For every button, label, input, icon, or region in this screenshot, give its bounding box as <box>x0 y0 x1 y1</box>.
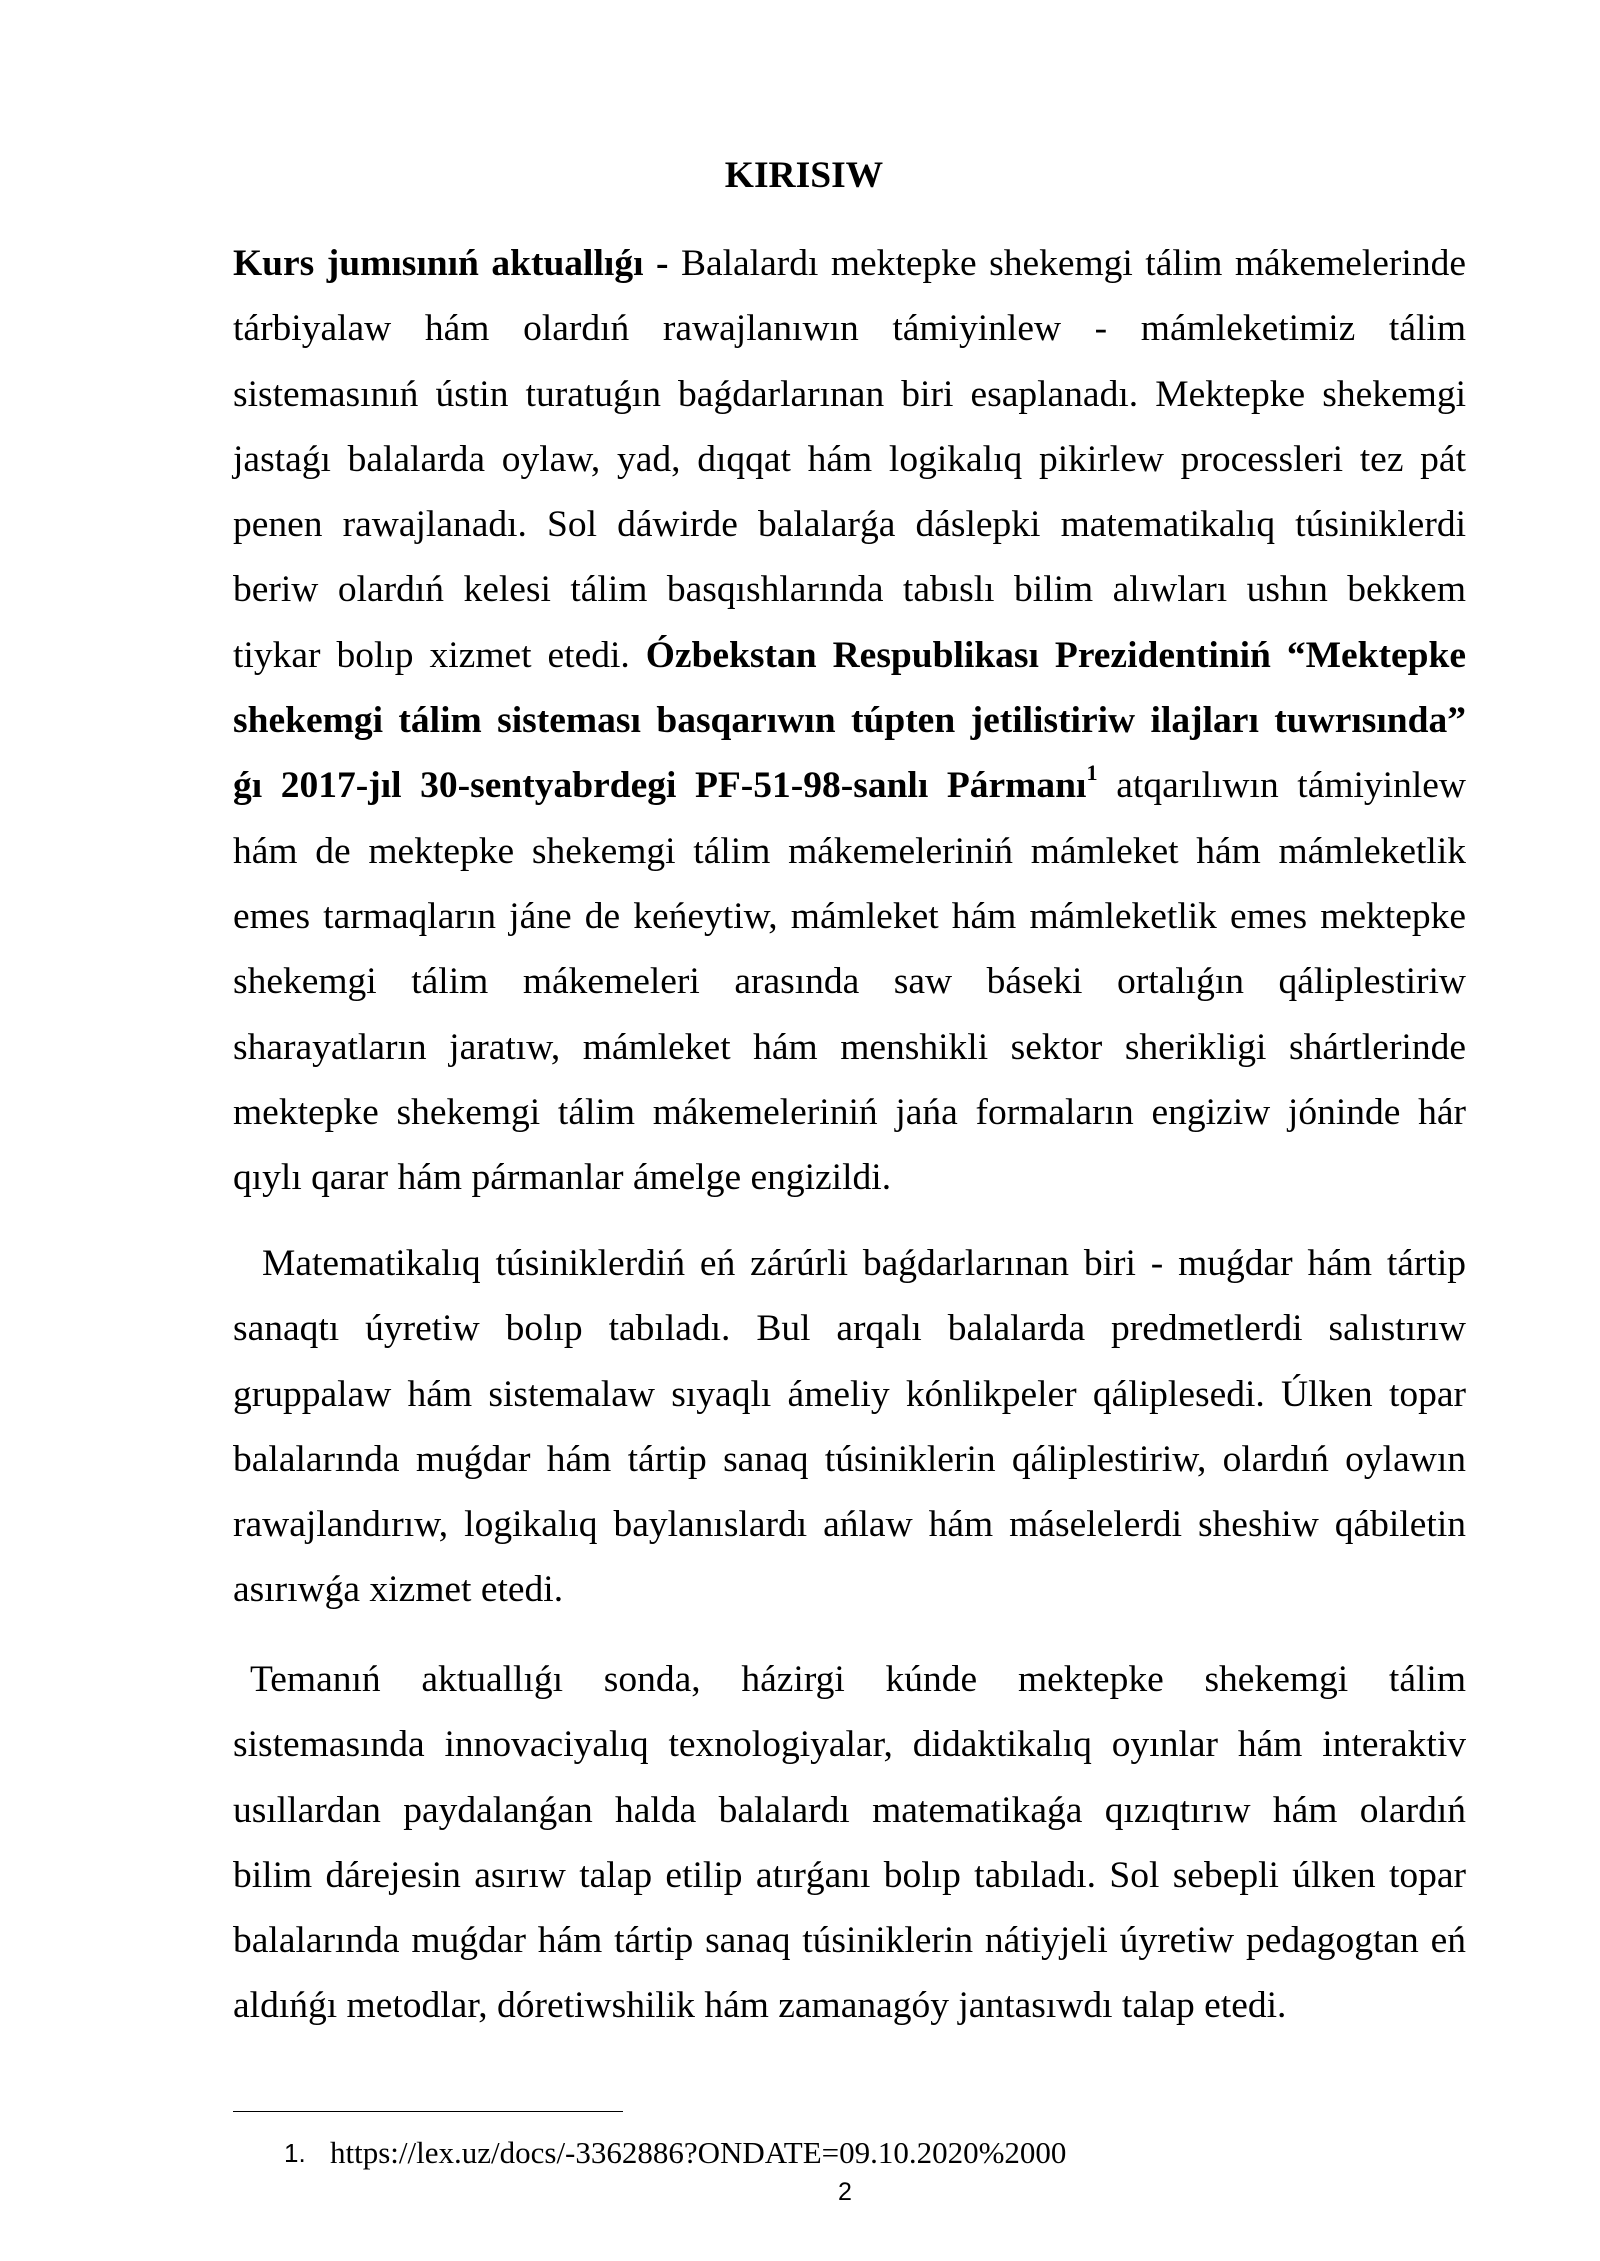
text-line: usıllardan paydalanǵan halda balalardı matematikaǵa qızıqtırıw hám olardıń <box>233 1789 1466 1831</box>
text-line-bold: shekemgi tálim sisteması basqarıwın túpten jetilistiriw ilajları tuwrısında” <box>233 700 1466 742</box>
paragraph-topic-relevance <box>233 1647 1466 2039</box>
text-line: Matematikalıq túsiniklerdiń eń zárúrli baǵdarlarınan biri - muǵdar hám tártip <box>262 1243 1466 1284</box>
text-line: sanaqtı úyretiw bolıp tabıladı. Bul arqalı balalarda predmetlerdi salıstırıw <box>233 1308 1466 1350</box>
footnote-url: https://lex.uz/docs/-3362886?ONDATE=09.10.2020%2000 <box>330 2135 1067 2170</box>
text-line: sistemasında innovaciyalıq texnologiyalar, didaktikalıq oyınlar hám interaktiv <box>233 1724 1466 1766</box>
bold-decree-reference: ǵı 2017-jıl 30-sentyabrdegi PF-51-98-sanlı Pármanı <box>233 765 1087 807</box>
section-heading: KIRISIW <box>724 155 884 196</box>
text-line: emes tarmaqların jáne de keńeytiw, mámleket hám mámleketlik emes mektepke <box>233 895 1466 937</box>
text-line: balalarında muǵdar hám tártip sanaq túsiniklerin nátiyjeli úyretiw pedagogtan eń <box>233 1920 1466 1962</box>
paragraph-course-work-relevance <box>233 231 1466 1210</box>
footnote-separator <box>233 2111 623 2112</box>
text-line: gruppalaw hám sistemalaw sıyaqlı ámeliy kónlikpeler qáliplesedi. Úlken topar <box>233 1373 1466 1415</box>
text-line: beriw olardıń kelesi tálim basqıshlarında tabıslı bilim alıwları ushın bekkem <box>233 569 1466 611</box>
line-text: Balalardı mektepke shekemgi tálim mákemelerinde <box>680 243 1466 284</box>
text-line: aldıńǵı metodlar, dóretiwshilik hám zamanagóy jantasıwdı talap etedi. <box>233 1985 1287 2027</box>
text-line: asırıwǵa xizmet etedi. <box>233 1569 564 1611</box>
text-line: mektepke shekemgi tálim mákemeleriniń jańa formaların engiziw jóninde hár <box>233 1091 1466 1133</box>
text-line: jastaǵı balalarda oylaw, yad, dıqqat hám logikalıq pikirlew processleri tez pát <box>233 438 1466 480</box>
bold-lead-phrase: Kurs jumısınıń aktuallıǵı - <box>233 243 669 284</box>
footnote-reference: 1 <box>1086 760 1098 786</box>
paragraph-counting-concepts <box>233 1231 1466 1623</box>
text-line: sharayatların jaratıw, mámleket hám menshikli sektor sherikligi shártlerinde <box>233 1026 1466 1068</box>
line-text: tiykar bolıp xizmet etedi. <box>233 634 630 676</box>
text-line <box>233 623 1466 688</box>
text-line: balalarında muǵdar hám tártip sanaq túsiniklerin qáliplestiriw, olardıń oylawın <box>233 1438 1466 1480</box>
text-line: Temanıń aktuallıǵı sonda, házirgi kúnde mektepke shekemgi tálim <box>250 1659 1466 1700</box>
text-line <box>233 231 1466 296</box>
text-line: penen rawajlanadı. Sol dáwirde balalarǵa dáslepki matematikalıq túsiniklerdi <box>233 504 1466 546</box>
text-line: tárbiyalaw hám olardıń rawajlanıwın támiyinlew - mámleketimiz tálim <box>233 308 1466 350</box>
text-line: sistemasınıń ústin turatuǵın baǵdarlarınan biri esaplanadı. Mektepke shekemgi <box>233 373 1466 415</box>
line-text: atqarılıwın támiyinlew <box>1116 765 1466 807</box>
footnote-marker: 1. <box>284 2138 306 2168</box>
text-line: qıylı qarar hám pármanlar ámelge engizildi. <box>233 1157 892 1199</box>
bold-decree-title: Ózbekstan Respublikası Prezidentiniń “Mektepke <box>645 634 1466 676</box>
text-line: hám de mektepke shekemgi tálim mákemeleriniń mámleket hám mámleketlik <box>233 830 1466 872</box>
text-line: shekemgi tálim mákemeleri arasında saw báseki ortalıǵın qáliplestiriw <box>233 961 1466 1003</box>
text-line <box>233 753 1466 818</box>
text-line: bilim dárejesin asırıw talap etilip atırǵanı bolıp tabıladı. Sol sebepli úlken topar <box>233 1854 1466 1896</box>
page-number: 2 <box>838 2178 852 2206</box>
footnote <box>0 2132 1600 2174</box>
text-line: rawajlandırıw, logikalıq baylanıslardı ańlaw hám máselelerdi sheshiw qábiletin <box>233 1504 1466 1546</box>
